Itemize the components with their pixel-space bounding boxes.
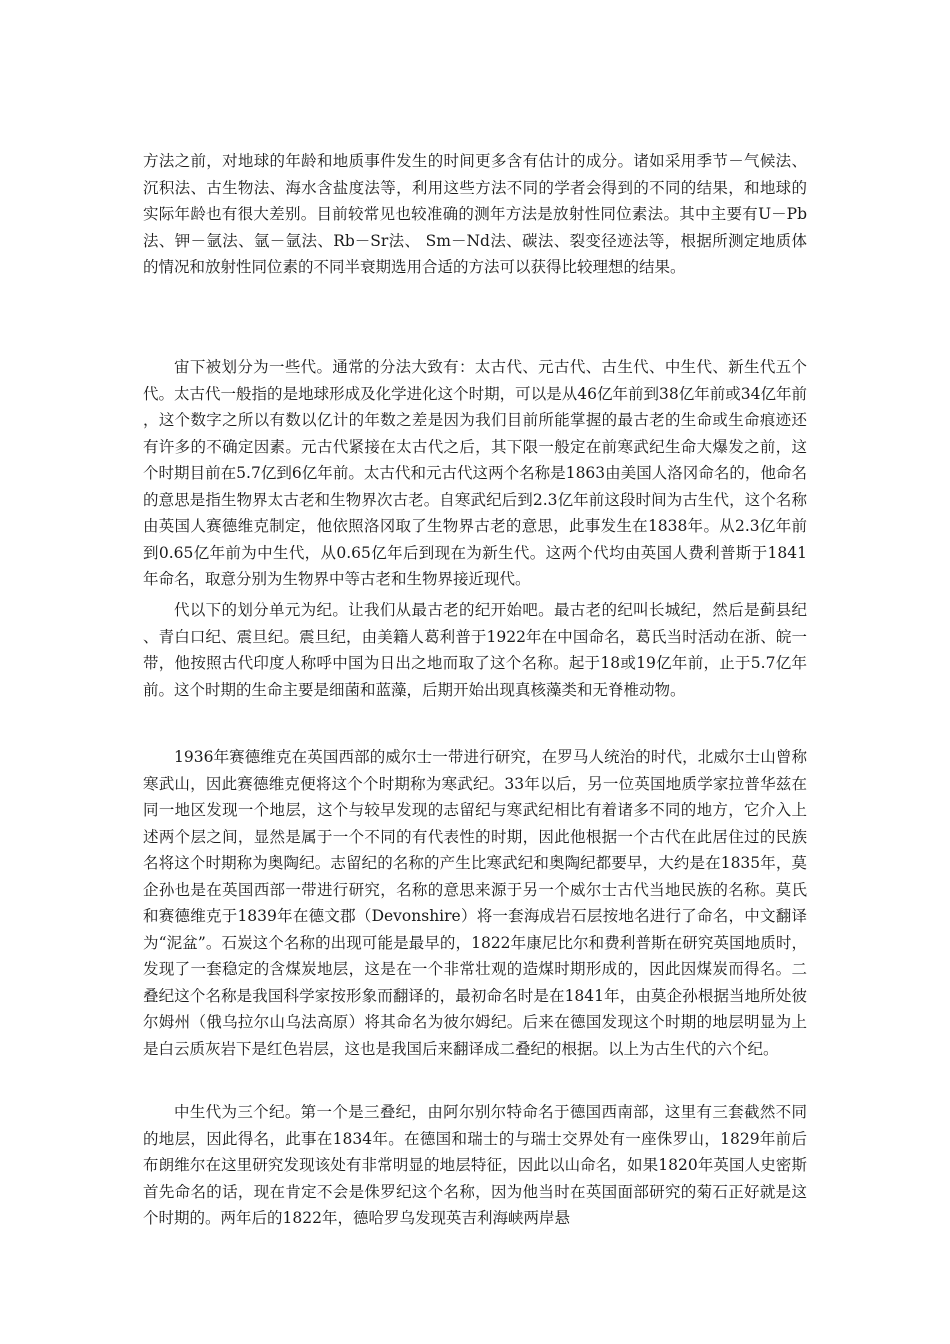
paragraph-dating-methods: 方法之前，对地球的年龄和地质事件发生的时间更多含有估计的成分。诸如采用季节－气候法、沉积法、古生物法、海水含盐度法等，利用这些方法不同的学者会得到的不同的结果，和地球的实际年龄也有很大差别。目前较常见也较准确的测年方法是放射性同位素法。其中主要有U－Pb法、钾－氩法、氩－氩法、Rb－Sr法、 Sm－Nd法、碳法、裂变径迹法等，根据所测定地质体的情况和放射性同位素的不同半衰期选用合适的方法可以获得比较理想的结果。 [143, 152, 807, 276]
paragraph-geologic-eras: 宙下被划分为一些代。通常的分法大致有：太古代、元古代、古生代、中生代、新生代五个代。太古代一般指的是地球形成及化学进化这个时期，可以是从46亿年前到38亿年前或34亿年前，这个数字之所以有数以亿计的年数之差是因为我们目前所能掌握的最古老的生命或生命痕迹还有许多的不确定因素。元古代紧接在太古代之后，其下限一般定在前寒武纪生命大爆发之前，这个时期目前在5.7亿到6亿年前。太古代和元古代这两个名称是1863由美国人洛冈命名的，他命名的意思是指生物界太古老和生物界次古老。自寒武纪后到2.3亿年前这段时间为古生代，这个名称由英国人赛德维克制定，他依照洛冈取了生物界古老的意思，此事发生在1838年。从2.3亿年前到0.65亿年前为中生代，从0.65亿年后到现在为新生代。这两个代均由英国人费利普斯于1841年命名，取意分别为生物界中等古老和生物界接近现代。 [143, 358, 807, 588]
paragraph-mesozoic-periods: 中生代为三个纪。第一个是三叠纪，由阿尔别尔特命名于德国西南部，这里有三套截然不同的地层，因此得名，此事在1834年。在德国和瑞士的与瑞士交界处有一座侏罗山，1829年前后布朗维尔在这里研究发现该处有非常明显的地层特征，因此以山命名，如果1820年英国人史密斯首先命名的话，现在肯定不会是侏罗纪这个名称，因为他当时在英国面部研究的菊石正好就是这个时期的。两年后的1822年，德哈罗乌发现英吉利海峡两岸悬 [143, 1103, 807, 1227]
paragraph-periods-sinian: 代以下的划分单元为纪。让我们从最古老的纪开始吧。最古老的纪叫长城纪，然后是蓟县纪、青白口纪、震旦纪。震旦纪，由美籍人葛利普于1922年在中国命名，葛氏当时活动在浙、皖一带，他按照古代印度人称呼中国为日出之地而取了这个名称。起于18或19亿年前，止于5.7亿年前。这个时期的生命主要是细菌和蓝藻，后期开始出现真核藻类和无脊椎动物。 [143, 601, 807, 699]
paragraph-paleozoic-periods: 1936年赛德维克在英国西部的威尔士一带进行研究，在罗马人统治的时代，北威尔士山曾称寒武山，因此赛德维克便将这个个时期称为寒武纪。33年以后，另一位英国地质学家拉普华兹在同一地区发现一个地层，这个与较早发现的志留纪与寒武纪相比有着诸多不同的地方，它介入上述两个层之间，显然是属于一个不同的有代表性的时期，因此他根据一个古代在此居住过的民族名将这个时期称为奥陶纪。志留纪的名称的产生比寒武纪和奥陶纪都要早，大约是在1835年，莫企孙也是在英国西部一带进行研究，名称的意思来源于另一个威尔士古代当地民族的名称。莫氏和赛德维克于1839年在德文郡（Devonshire）将一套海成岩石层按地名进行了命名，中文翻译为“泥盆”。石炭这个名称的出现可能是最早的，1822年康尼比尔和费利普斯在研究英国地质时，发现了一套稳定的含煤炭地层，这是在一个非常壮观的造煤时期形成的，因此因煤炭而得名。二叠纪这个名称是我国科学家按形象而翻译的，最初命名时是在1841年，由莫企孙根据当地所处彼尔姆州（俄乌拉尔山乌法高原）将其命名为彼尔姆纪。后来在德国发现这个时期的地层明显为上是白云质灰岩下是红色岩层，这也是我国后来翻译成二叠纪的根据。以上为古生代的六个纪。 [143, 748, 807, 1058]
